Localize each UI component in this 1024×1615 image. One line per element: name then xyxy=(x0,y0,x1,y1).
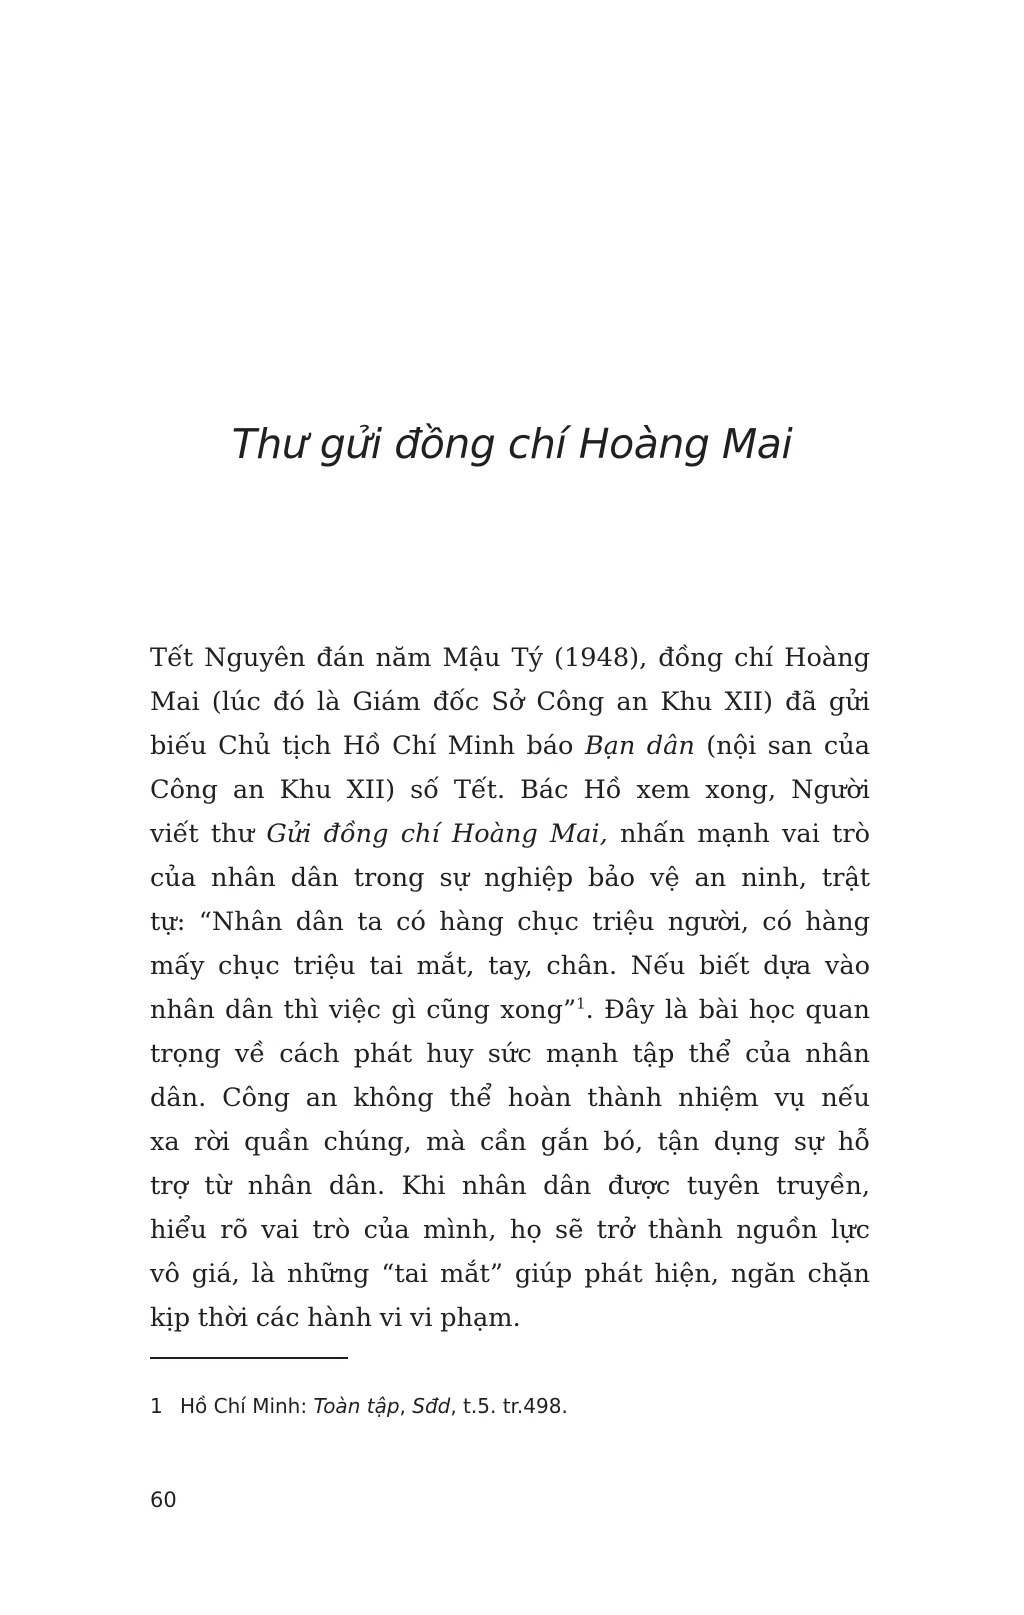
body-line: trợ từ nhân dân. Khi nhân dân được tuyên truyền, xyxy=(150,1171,870,1201)
footnote-rest: , t.5. tr.498. xyxy=(450,1394,568,1418)
body-text-segment: viết thư xyxy=(150,819,267,849)
body-line: xa rời quần chúng, mà cần gắn bó, tận dụng sự hỗ xyxy=(150,1127,870,1157)
body-line: mấy chục triệu tai mắt, tay, chân. Nếu biết dựa vào xyxy=(150,951,870,981)
body-line: của nhân dân trong sự nghiệp bảo vệ an ninh, trật xyxy=(150,863,870,893)
body-line: kịp thời các hành vi vi phạm. xyxy=(150,1303,521,1333)
body-line: dân. Công an không thể hoàn thành nhiệm vụ nếu xyxy=(150,1083,870,1113)
chapter-title: Thư gửi đồng chí Hoàng Mai xyxy=(231,420,793,468)
page-number: 60 xyxy=(150,1488,177,1512)
footnote-reference: 1 xyxy=(576,994,586,1013)
footnote-divider xyxy=(150,1357,348,1359)
footnote xyxy=(150,1394,568,1418)
letter-title: Gửi đồng chí Hoàng Mai, xyxy=(266,819,608,849)
footnote-number: 1 xyxy=(150,1394,163,1418)
body-line: trọng về cách phát huy sức mạnh tập thể của nhân xyxy=(150,1039,870,1069)
body-paragraph xyxy=(150,636,870,1340)
body-text-segment: nhân dân thì việc gì cũng xong” xyxy=(150,995,577,1025)
body-line xyxy=(150,988,870,1032)
footnote-source: Sđd xyxy=(412,1394,451,1418)
footnote-author: Hồ Chí Minh: xyxy=(180,1394,314,1418)
footnote-separator: , xyxy=(399,1394,413,1418)
body-line: hiểu rõ vai trò của mình, họ sẽ trở thành nguồn lực xyxy=(150,1215,870,1245)
body-line: Tết Nguyên đán năm Mậu Tý (1948), đồng chí Hoàng xyxy=(150,643,870,673)
body-line xyxy=(150,812,870,856)
body-text-segment: biếu Chủ tịch Hồ Chí Minh báo xyxy=(150,731,585,761)
newspaper-title: Bạn dân xyxy=(584,731,695,761)
body-text-segment: . Đây là bài học quan xyxy=(585,995,871,1025)
body-line: Công an Khu XII) số Tết. Bác Hồ xem xong, Người xyxy=(150,775,870,805)
body-text-segment: (nội san của xyxy=(694,731,870,761)
body-text-segment: nhấn mạnh vai trò xyxy=(607,819,870,849)
body-line xyxy=(150,724,870,768)
footnote-work: Toàn tập xyxy=(313,1394,400,1418)
body-line: vô giá, là những “tai mắt” giúp phát hiện, ngăn chặn xyxy=(150,1259,870,1289)
body-line: tự: “Nhân dân ta có hàng chục triệu người, có hàng xyxy=(150,907,870,937)
body-line: Mai (lúc đó là Giám đốc Sở Công an Khu XII) đã gửi xyxy=(150,687,870,717)
